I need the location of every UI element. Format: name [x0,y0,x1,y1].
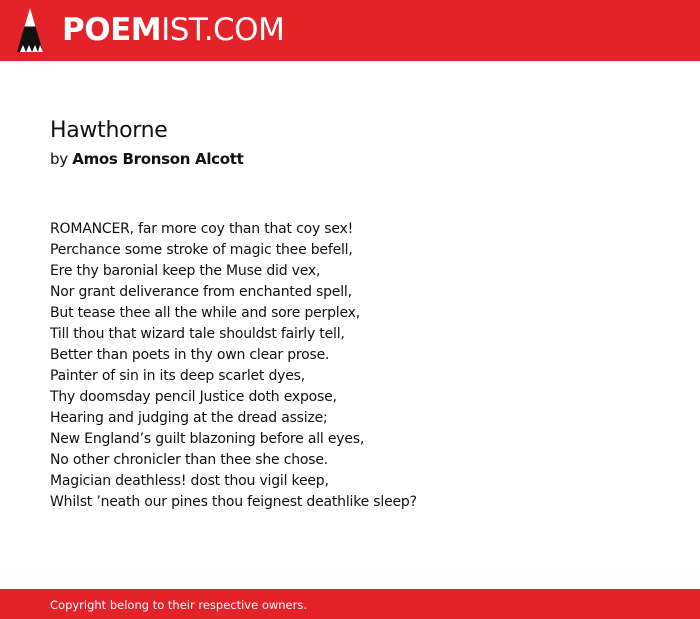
site-footer [0,589,700,619]
poem-line: Whilst ’neath our pines thou feignest deathlike sleep? [50,494,417,510]
poem-line: Thy doomsday pencil Justice doth expose, [50,389,337,405]
author-name: Amos Bronson Alcott [72,150,244,168]
pencil-tip-icon[interactable] [17,8,43,52]
poem-line: Hearing and judging at the dread assize; [50,410,328,426]
poem-line: Perchance some stroke of magic thee befell, [50,242,353,258]
copyright-notice: Copyright belong to their respective owners. [50,598,308,612]
logo-text-light: IST.COM [161,12,285,48]
by-prefix: by [50,150,68,168]
poem-line: No other chronicler than thee she chose. [50,452,329,468]
poem-line: Till thou that wizard tale shouldst fairly tell, [50,326,345,342]
byline [50,149,244,169]
poem-line: Painter of sin in its deep scarlet dyes, [50,368,305,384]
poem-line: Nor grant deliverance from enchanted spell, [50,284,352,300]
poem-line: Magician deathless! dost thou vigil keep, [50,473,329,489]
poem-line: ROMANCER, far more coy than that coy sex! [50,221,354,237]
poem-body [50,219,650,513]
site-logo[interactable] [62,10,284,50]
poem-title: Hawthorne [50,118,168,143]
logo-text-bold: POEM [62,12,162,48]
poem-line: But tease thee all the while and sore perplex, [50,305,360,321]
poem-line: Better than poets in thy own clear prose. [50,347,330,363]
site-header [0,0,700,61]
poem-line: Ere thy baronial keep the Muse did vex, [50,263,321,279]
poem-line: New England’s guilt blazoning before all eyes, [50,431,365,447]
